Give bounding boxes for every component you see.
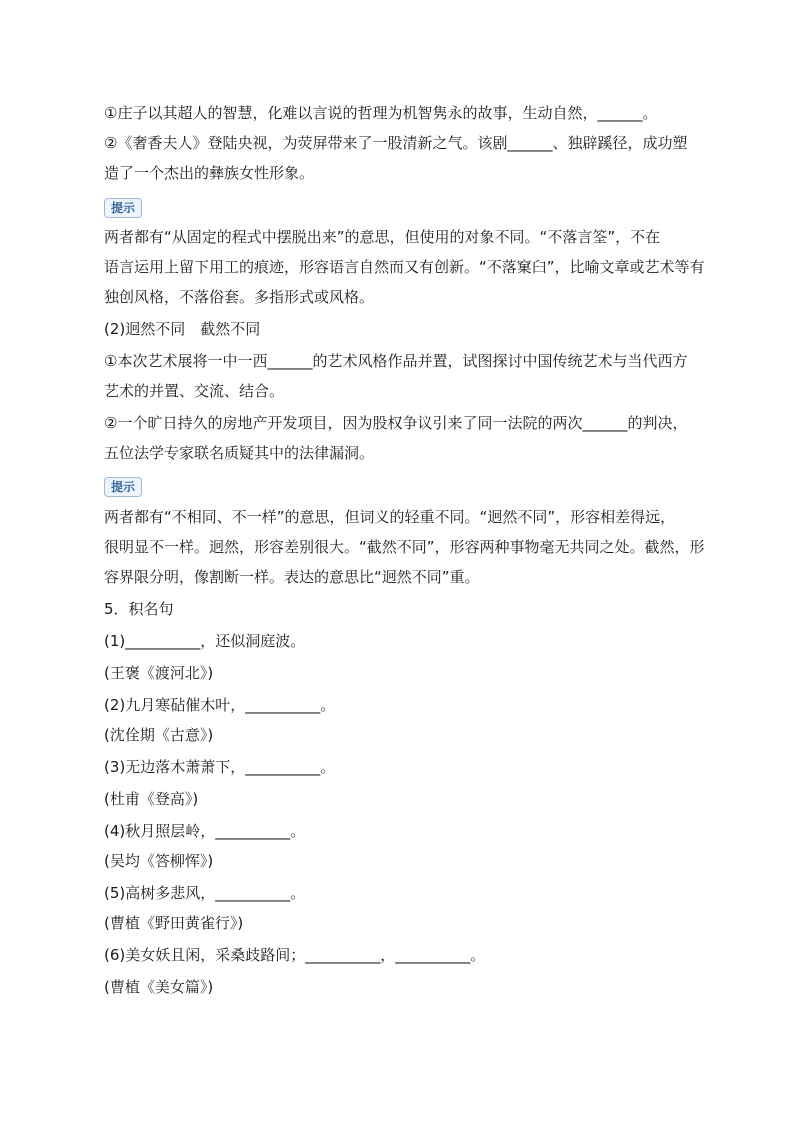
hint-paragraph-1-line-1: 两者都有“从固定的程式中摆脱出来”的意思，但使用的对象不同。“不落言筌”，不在 [104,228,661,246]
quote-1-source: (王褒《渡河北》) [104,664,214,682]
section-heading-5: 5．积名句 [104,600,174,618]
quote-2-source: (沈佺期《古意》) [104,726,214,744]
sentence-2-cont: 造了一个杰出的彝族女性形象。 [104,164,315,182]
sentence-2: ②《奢香夫人》登陆央视，为荧屏带来了一股清新之气。该剧______、独辟蹊径，成功塑 [104,134,688,152]
hint-paragraph-2-line-1: 两者都有“不相同、不一样”的意思，但词义的轻重不同。“迥然不同”，形容相差得远， [104,508,676,526]
quote-6: (6)美女妖且闲，采桑歧路间；__________，__________。 [104,946,486,964]
hint-paragraph-1-line-2: 语言运用上留下用工的痕迹，形容语言自然而又有创新。“不落窠臼”，比喻文章或艺术等有 [104,258,705,276]
hint-paragraph-1-line-3: 独创风格，不落俗套。多指形式或风格。 [104,288,375,306]
quote-3-source: (杜甫《登高》) [104,790,199,808]
sentence-4-cont: 五位法学专家联名质疑其中的法律漏洞。 [104,444,375,462]
hint-badge: 提示 [104,198,142,218]
quote-3: (3)无边落木萧萧下，__________。 [104,758,336,776]
sentence-3-cont: 艺术的并置、交流、结合。 [104,382,285,400]
sentence-3: ①本次艺术展将一中一西______的艺术风格作品并置，试图探讨中国传统艺术与当代西方 [104,352,688,370]
sentence-1: ①庄子以其超人的智慧，化难以言说的哲理为机智隽永的故事，生动自然，______。 [104,104,658,122]
quote-5-source: (曹植《野田黄雀行》) [104,914,244,932]
item-heading-2: (2)迥然不同 截然不同 [104,320,261,338]
quote-4-source: (吴均《答柳恽》) [104,852,214,870]
hint-paragraph-2-line-2: 很明显不一样。迥然，形容差别很大。“截然不同”，形容两种事物毫无共同之处。截然，形 [104,538,705,556]
hint-badge: 提示 [104,477,142,497]
quote-4: (4)秋月照层岭，__________。 [104,822,306,840]
quote-2: (2)九月寒砧催木叶，__________。 [104,696,336,714]
quote-6-source: (曹植《美女篇》) [104,978,214,996]
sentence-4: ②一个旷日持久的房地产开发项目，因为股权争议引来了同一法院的两次______的判决， [104,414,688,432]
quote-5: (5)高树多悲风，__________。 [104,884,306,902]
quote-1: (1)__________，还似洞庭波。 [104,632,306,650]
hint-paragraph-2-line-3: 容界限分明，像割断一样。表达的意思比“迥然不同”重。 [104,568,480,586]
